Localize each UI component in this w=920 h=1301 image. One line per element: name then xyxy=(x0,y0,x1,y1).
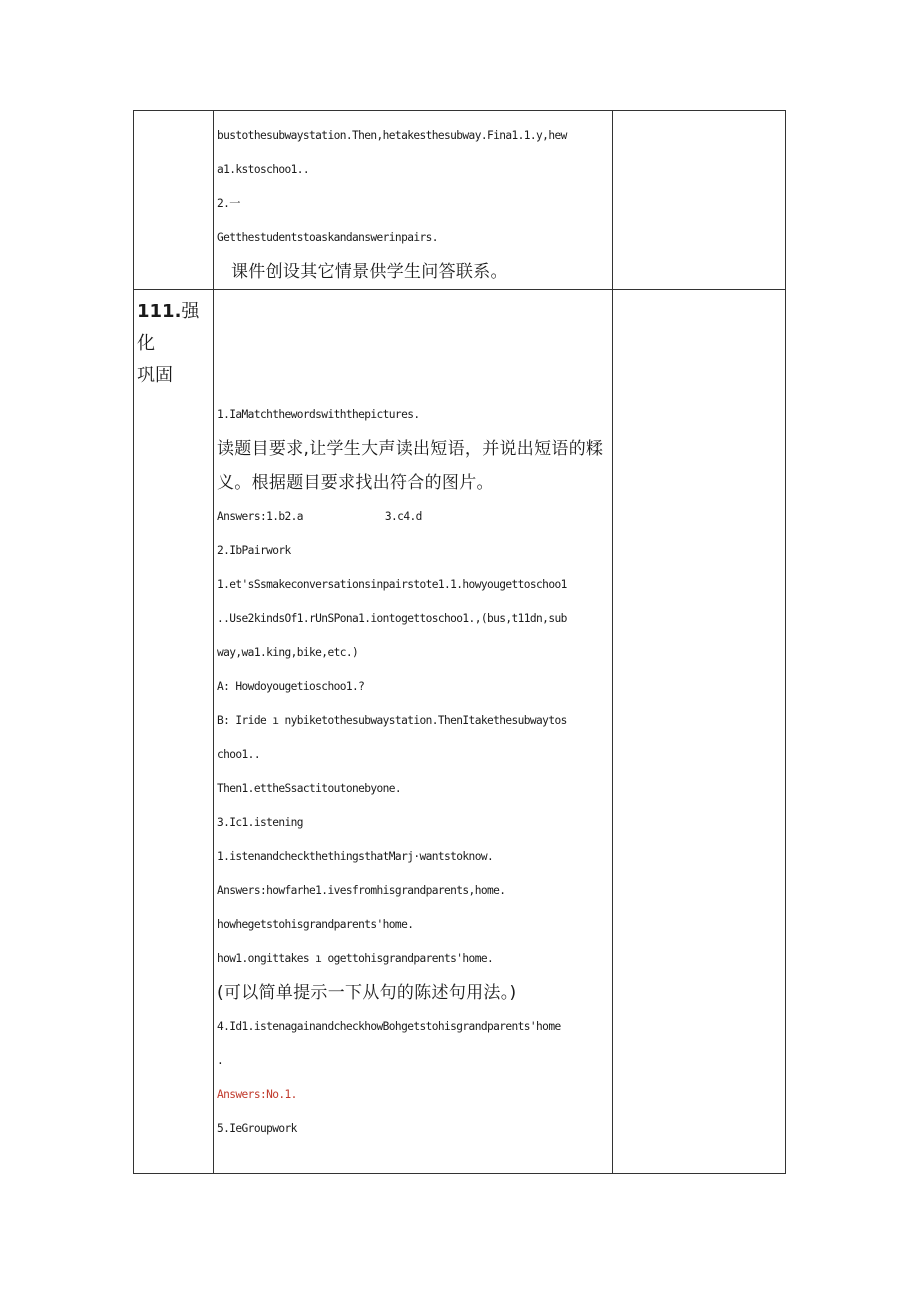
text-line: way,wa1.king,bike,etc.) xyxy=(217,646,359,659)
text-line: choo1.. xyxy=(217,748,260,761)
text-line: 1.et'sSsmakeconversationsinpairstote1.1.howyougettoschoo1 xyxy=(217,578,567,591)
procedure-cell xyxy=(214,111,613,290)
stage-title-b: 巩固 xyxy=(137,365,173,386)
text-line: 5.IeGroupwork xyxy=(217,1122,297,1135)
stage-label xyxy=(134,290,213,392)
text-line: ..Use2kindsOf1.rUnSPona1.iontogettoschoo1.,(bus,t11dn,sub xyxy=(217,612,567,625)
answers-part: Answers:1.b2.a xyxy=(217,510,303,523)
hint-zh: (可以简单提示一下从句的陈述句用法。) xyxy=(217,983,517,1003)
text-line: 2.IbPairwork xyxy=(217,544,291,557)
text-line: a1.kstoschoo1.. xyxy=(217,163,310,176)
table-row xyxy=(134,111,786,290)
notes-cell xyxy=(613,290,786,1174)
text-line: Answers:howfarhe1.ivesfromhisgrandparents,home. xyxy=(217,884,506,897)
lesson-plan-table xyxy=(133,110,786,1174)
text-line: 3.Ic1.istening xyxy=(217,816,303,829)
text-line: howhegetstohisgrandparents'home. xyxy=(217,918,414,931)
text-line: how1.ongittakes ı ogettohisgrandparents'home. xyxy=(217,952,494,965)
text-line: 1.IaMatchthewordswiththepictures. xyxy=(217,408,420,421)
answers-part: 3.c4.d xyxy=(384,510,422,523)
answers-line xyxy=(137,500,612,534)
text-line: 2.一 xyxy=(217,197,240,210)
text-line: . xyxy=(217,1054,224,1067)
text-line: Getthestudentstoaskandanswerinpairs. xyxy=(217,231,438,244)
teacher-note: 课件创设其它情景供学生问答联系。 xyxy=(231,262,508,282)
text-line: 4.Id1.istenagainandcheckhowBohgetstohisgrandparents'home xyxy=(217,1020,561,1033)
text-line: Then1.ettheSsactitoutonebyone. xyxy=(217,782,402,795)
notes-cell xyxy=(613,111,786,290)
text-line: A: Howdoyougetioschoo1.? xyxy=(217,680,365,693)
stage-number: 111. xyxy=(137,301,182,322)
procedure-cell xyxy=(214,290,613,1174)
instruction-zh: 读题目要求,让学生大声读出短语，并说出短语的糅 xyxy=(217,439,604,459)
instruction-zh: 义。根据题目要求找出符合的图片。 xyxy=(217,473,494,493)
table-row xyxy=(134,290,786,1174)
red-answer-line: Answers:No.1. xyxy=(217,1088,297,1101)
text-line: B: Iride ı nybiketothesubwaystation.ThenItakethesubwaytos xyxy=(217,714,567,727)
stage-title-a: 强化 xyxy=(137,301,200,354)
text-line: 1.istenandcheckthethingsthatMarj·wantstoknow. xyxy=(217,850,494,863)
text-line: bustothesubwaystation.Then,hetakesthesubway.Fina1.1.y,hew xyxy=(217,129,567,142)
